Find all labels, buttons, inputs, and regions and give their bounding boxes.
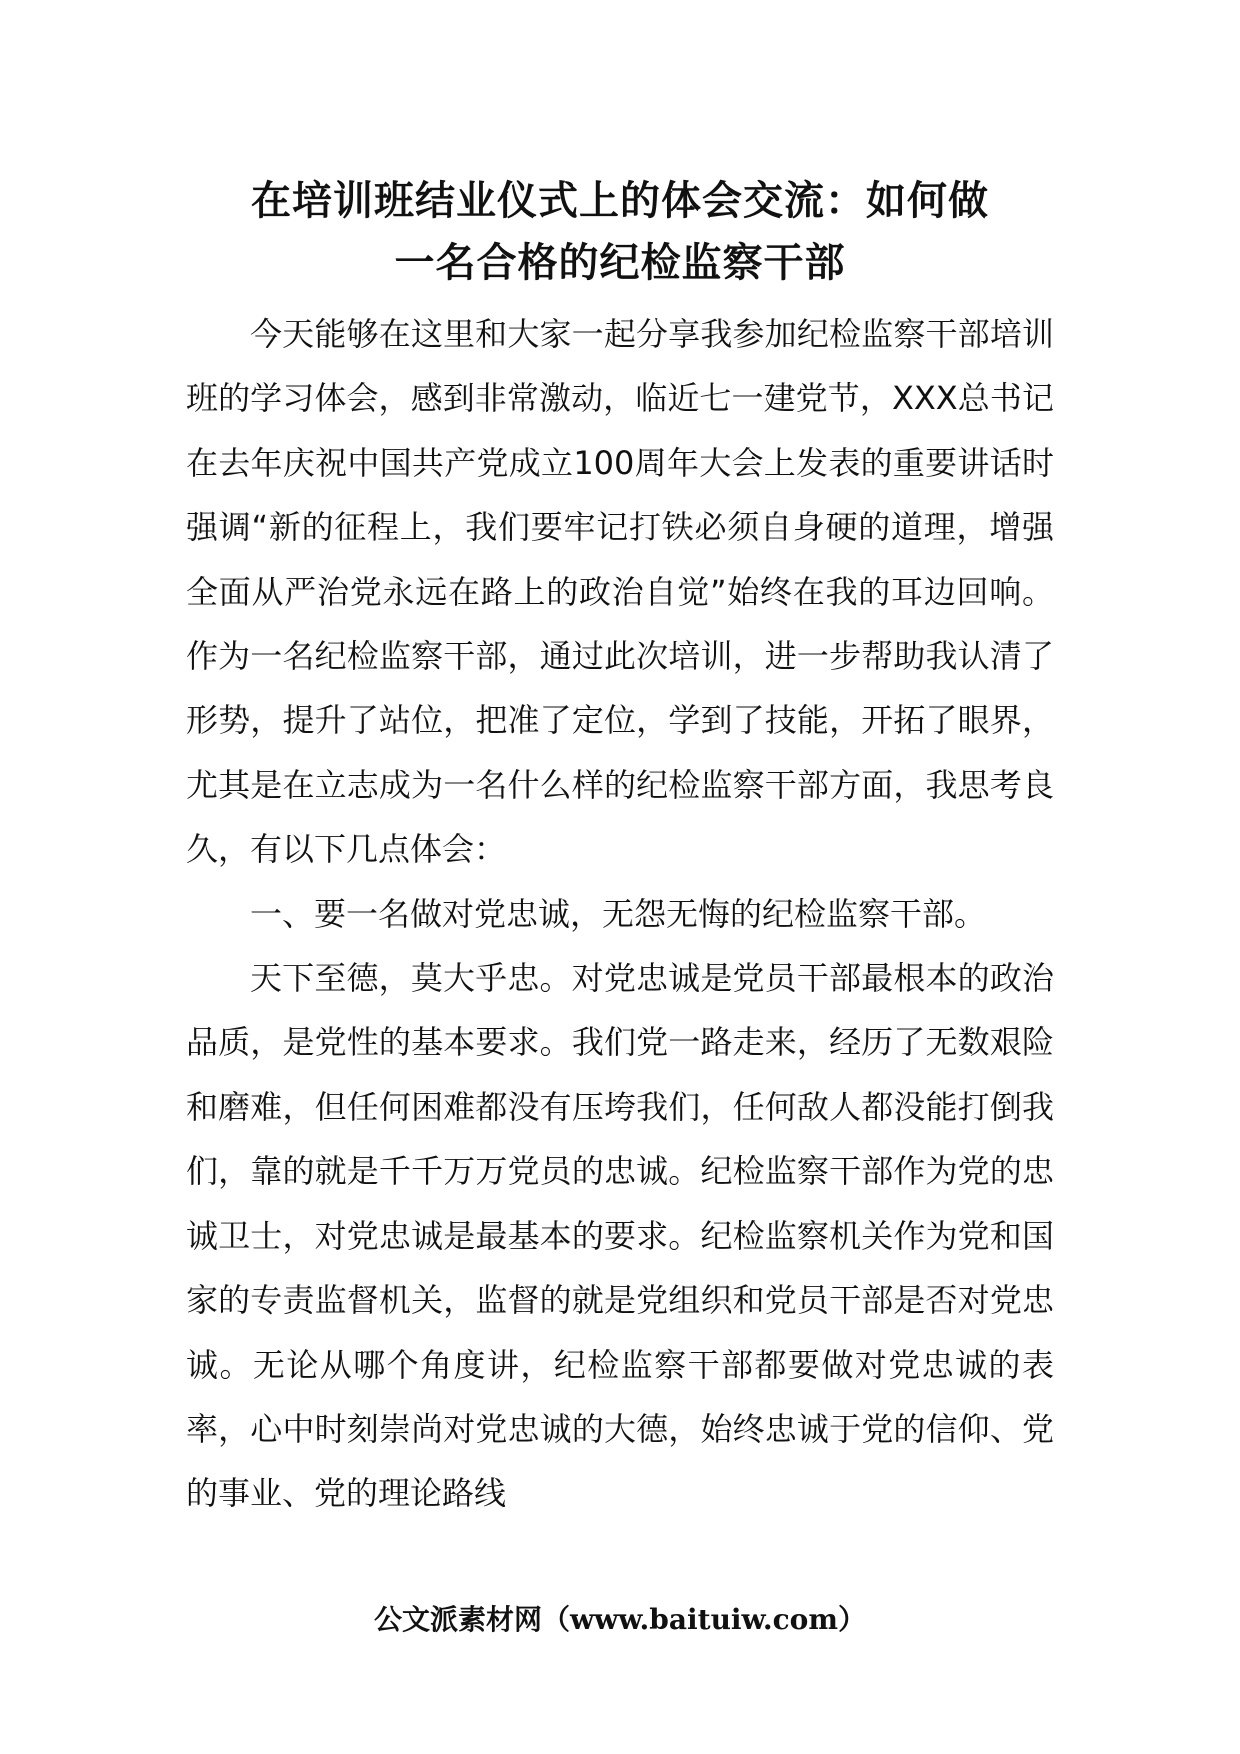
document-title bbox=[186, 170, 1054, 294]
section-heading-1: 一、要一名做对党忠诚，无怨无悔的纪检监察干部。 bbox=[250, 894, 987, 933]
paragraph-loyalty: 天下至德，莫大乎忠。对党忠诚是党员干部最根本的政治品质，是党性的基本要求。我们党一路走来，经历了无数艰险和磨难，但任何困难都没有压垮我们，任何敌人都没能打倒我们，靠的就是千千万万党员的忠诚。纪检监察干部作为党的忠诚卫士，对党忠诚是最基本的要求。纪检监察机关作为党和国家的专责监督机关，监督的就是党组织和党员干部是否对党忠诚。无论从哪个角度讲，纪检监察干部都要做对党忠诚的表率，心中时刻崇尚对党忠诚的大德，始终忠诚于党的信仰、党的事业、党的理论路线 bbox=[186, 959, 1054, 1513]
paragraph-intro: 今天能够在这里和大家一起分享我参加纪检监察干部培训班的学习体会，感到非常激动，临近七一建党节，XXX总书记在去年庆祝中国共产党成立100周年大会上发表的重要讲话时强调“新的征程上，我们要牢记打铁必须自身硬的道理，增强全面从严治党永远在路上的政治自觉”始终在我的耳边回响。作为一名纪检监察干部，通过此次培训，进一步帮助我认清了形势，提升了站位，把准了定位，学到了技能，开拓了眼界，尤其是在立志成为一名什么样的纪检监察干部方面，我思考良久，有以下几点体会： bbox=[186, 315, 1054, 869]
title-line-1: 在培训班结业仪式上的体会交流：如何做 bbox=[251, 178, 989, 224]
title-line-2: 一名合格的纪检监察干部 bbox=[394, 240, 846, 286]
footer-watermark: 公文派素材网（www.baituiw.com） bbox=[374, 1603, 866, 1636]
document-body bbox=[186, 302, 1054, 1526]
